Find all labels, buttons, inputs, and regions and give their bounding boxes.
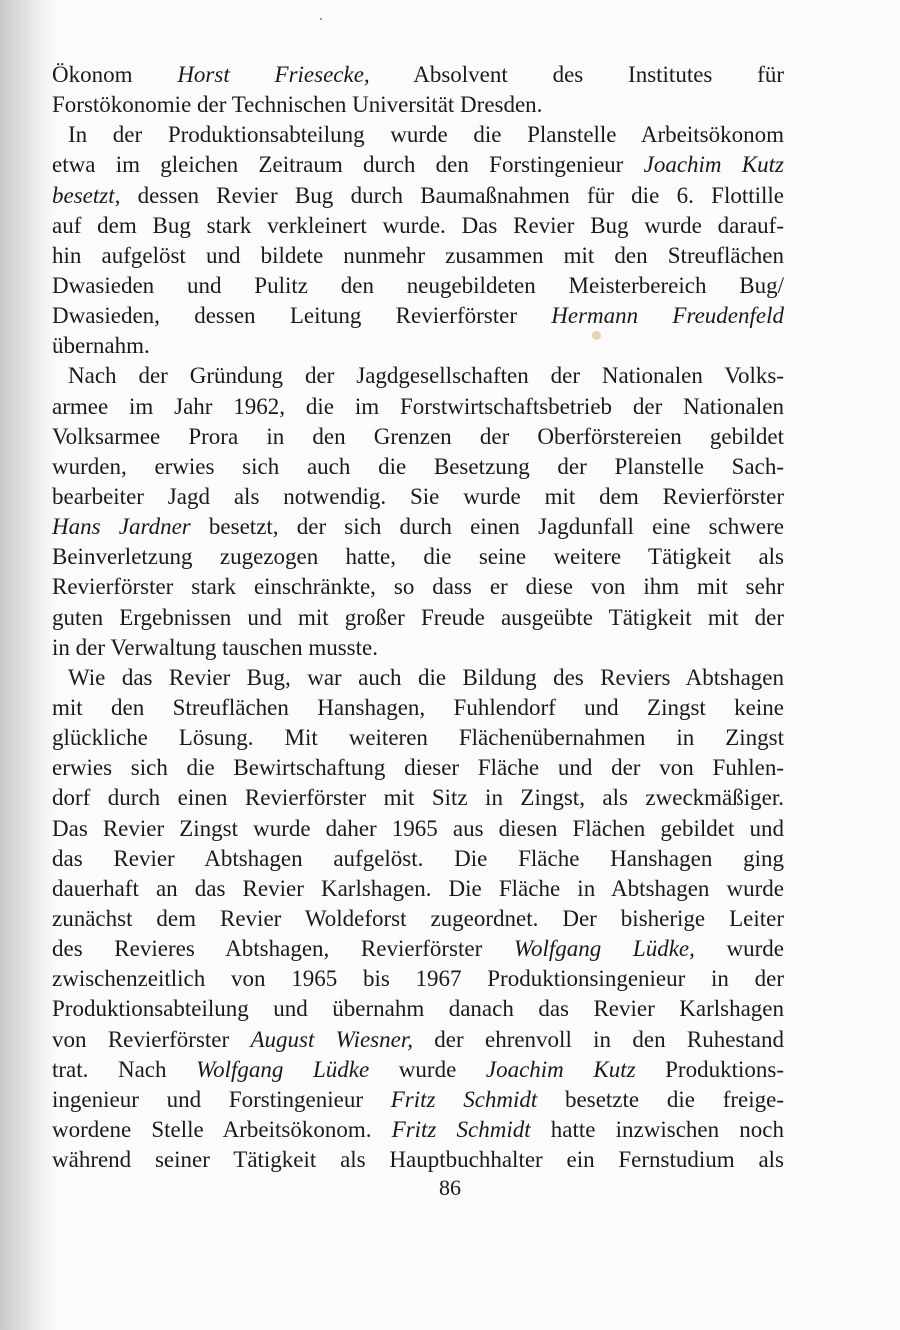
- text-run: erwies sich die Bewirtschaftung dieser Fläche und der von Fuhlen-: [52, 755, 784, 781]
- text-line: [52, 603, 784, 633]
- text-line: [52, 60, 784, 90]
- text-line: [52, 211, 784, 241]
- text-line: [52, 90, 784, 120]
- text-line: [52, 1145, 784, 1175]
- text-run: armee im Jahr 1962, die im Forstwirtschaftsbetrieb der Nationalen: [52, 393, 784, 419]
- text-run: besetzte die freige-: [537, 1086, 784, 1112]
- text-run: glückliche Lösung. Mit weiteren Flächenübernahmen in Zingst: [52, 725, 784, 751]
- italic-name: Fritz Schmidt: [391, 1116, 531, 1142]
- text-line: [52, 1085, 784, 1115]
- text-run: in der Verwaltung tauschen musste.: [52, 634, 378, 660]
- italic-name: besetzt,: [52, 182, 121, 208]
- text-line: [52, 422, 784, 452]
- text-run: wurde: [369, 1056, 486, 1082]
- text-run: mit den Streuflächen Hanshagen, Fuhlendorf und Zingst keine: [52, 694, 784, 720]
- text-run: besetzt, der sich durch einen Jagdunfall eine schwere: [190, 514, 784, 540]
- text-line: [52, 331, 784, 361]
- italic-name: Joachim Kutz: [485, 1056, 636, 1082]
- text-line: [52, 723, 784, 753]
- text-line: [52, 633, 784, 663]
- text-line: [52, 361, 784, 391]
- italic-name: Hans Jardner: [52, 514, 191, 540]
- text-run: wurde: [694, 936, 785, 962]
- text-run: übernahm.: [52, 333, 150, 359]
- text-run: zwischenzeitlich von 1965 bis 1967 Produktionsingenieur in der: [52, 966, 784, 992]
- text-line: [52, 512, 784, 542]
- italic-name: Wolfgang Lüdke,: [513, 936, 695, 962]
- text-line: [52, 663, 784, 693]
- text-line: [52, 181, 784, 211]
- text-run: von Revierförster: [52, 1026, 251, 1052]
- italic-name: Wolfgang Lüdke: [196, 1056, 370, 1082]
- page-number: 86: [439, 1175, 461, 1200]
- text-run: wurden, erwies sich auch die Besetzung der Planstelle Sach-: [52, 453, 784, 479]
- text-line: [52, 120, 784, 150]
- text-line: [52, 904, 784, 934]
- text-run: guten Ergebnissen und mit großer Freude ausgeübte Tätigkeit mit der: [52, 604, 784, 630]
- text-line: [52, 783, 784, 813]
- text-run: der ehrenvoll in den Ruhestand: [412, 1026, 784, 1052]
- text-run: Dwasieden und Pulitz den neugebildeten Meisterbereich Bug/: [52, 272, 784, 298]
- italic-name: Fritz Schmidt: [390, 1086, 538, 1112]
- text-run: dorf durch einen Revierförster mit Sitz in Zingst, als zweckmäßiger.: [52, 785, 784, 811]
- text-line: [52, 150, 784, 180]
- paragraph: [52, 120, 784, 361]
- text-run: hin aufgelöst und bildete nunmehr zusammen mit den Streuflächen: [52, 242, 784, 268]
- text-line: [52, 572, 784, 602]
- text-run: bearbeiter Jagd als notwendig. Sie wurde mit dem Revierförster: [52, 483, 784, 509]
- body-text: [52, 60, 784, 1175]
- text-line: [52, 452, 784, 482]
- text-run: Nach der Gründung der Jagdgesellschaften der Nationalen Volks-: [68, 363, 784, 389]
- text-run: hatte inzwischen noch: [530, 1116, 784, 1142]
- text-run: etwa im gleichen Zeitraum durch den Forstingenieur: [52, 152, 644, 178]
- text-run: Das Revier Zingst wurde daher 1965 aus diesen Flächen gebildet und: [52, 815, 784, 841]
- text-run: das Revier Abtshagen aufgelöst. Die Fläche Hanshagen ging: [52, 845, 784, 871]
- italic-name: Hermann Freudenfeld: [551, 303, 784, 329]
- text-run: Ökonom: [52, 62, 178, 87]
- text-line: [52, 844, 784, 874]
- text-run: Volksarmee Prora in den Grenzen der Oberförstereien gebildet: [52, 423, 784, 449]
- text-run: Revierförster stark einschränkte, so dass er diese von ihm mit sehr: [52, 574, 784, 600]
- italic-name: Joachim Kutz: [643, 152, 784, 178]
- italic-name: August Wiesner,: [250, 1026, 413, 1052]
- text-line: [52, 271, 784, 301]
- text-run: Dwasieden, dessen Leitung Revierförster: [52, 303, 552, 329]
- text-line: [52, 814, 784, 844]
- text-run: dessen Revier Bug durch Baumaßnahmen für die 6. Flottille: [120, 182, 784, 208]
- text-run: trat. Nach: [52, 1056, 197, 1082]
- text-run: ingenieur und Forstingenieur: [52, 1086, 391, 1112]
- text-run: auf dem Bug stark verkleinert wurde. Das Revier Bug wurde darauf-: [52, 212, 784, 238]
- text-run: Wie das Revier Bug, war auch die Bildung des Reviers Abtshagen: [68, 664, 784, 690]
- text-run: Produktions-: [635, 1056, 784, 1082]
- text-run: Absolvent des Institutes für: [369, 62, 784, 87]
- text-run: zunächst dem Revier Woldeforst zugeordnet. Der bisherige Leiter: [52, 905, 784, 931]
- text-run: Forstökonomie der Technischen Universität Dresden.: [52, 92, 543, 118]
- page-gutter-shadow: [0, 0, 56, 1330]
- text-run: Beinverletzung zugezogen hatte, die seine weitere Tätigkeit als: [52, 544, 784, 570]
- paragraph: [52, 663, 784, 1175]
- text-run: wordene Stelle Arbeitsökonom.: [52, 1116, 392, 1142]
- text-line: [52, 392, 784, 422]
- paragraph: [52, 361, 784, 662]
- text-line: [52, 693, 784, 723]
- text-line: [52, 1025, 784, 1055]
- text-line: [52, 241, 784, 271]
- paper-speck: [320, 18, 322, 20]
- text-line: [52, 934, 784, 964]
- text-run: Produktionsabteilung und übernahm danach das Revier Karlshagen: [52, 996, 784, 1022]
- paragraph: [52, 60, 784, 120]
- text-line: [52, 482, 784, 512]
- text-line: [52, 1115, 784, 1145]
- text-run: des Revieres Abtshagen, Revierförster: [52, 936, 514, 962]
- text-line: [52, 301, 784, 331]
- text-line: [52, 1055, 784, 1085]
- text-line: [52, 994, 784, 1024]
- text-run: dauerhaft an das Revier Karlshagen. Die Fläche in Abtshagen wurde: [52, 875, 784, 901]
- text-line: [52, 753, 784, 783]
- text-line: [52, 874, 784, 904]
- text-run: In der Produktionsabteilung wurde die Planstelle Arbeitsökonom: [68, 122, 784, 148]
- text-run: während seiner Tätigkeit als Hauptbuchhalter ein Fernstudium als: [52, 1147, 784, 1173]
- italic-name: Horst Friesecke,: [177, 62, 370, 87]
- text-line: [52, 542, 784, 572]
- text-line: [52, 964, 784, 994]
